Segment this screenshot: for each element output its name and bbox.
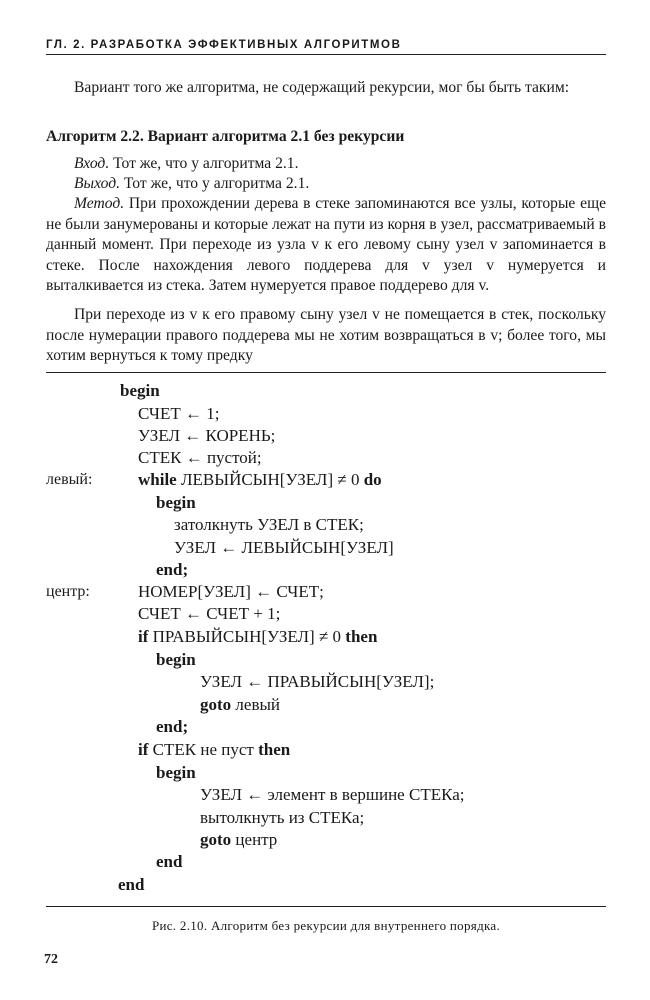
code-line: СЧЕТ ← 1; bbox=[138, 404, 220, 423]
method-label: Метод. bbox=[74, 195, 125, 212]
label-center: центр: bbox=[46, 583, 90, 600]
input-label: Вход. bbox=[74, 155, 110, 172]
input-line bbox=[46, 154, 606, 175]
input-text: Тот же, что у алгоритма 2.1. bbox=[113, 155, 299, 172]
output-line bbox=[46, 174, 606, 195]
figure-caption: Рис. 2.10. Алгоритм без рекурсии для внутреннего порядка. bbox=[151, 918, 501, 933]
code-line: goto центр bbox=[200, 830, 278, 849]
output-text: Тот же, что у алгоритма 2.1. bbox=[123, 175, 310, 192]
running-header: ГЛ. 2. РАЗРАБОТКА ЭФФЕКТИВНЫХ АЛГОРИТМОВ bbox=[46, 39, 606, 55]
code-line: end bbox=[156, 852, 183, 871]
second-paragraph: При переходе из v к его правому сыну узел v не помещается в стек, поскольку после нумерации правого поддерева мы не хотим возвращаться в v; более того, мы хотим вернуться к тому предку bbox=[46, 306, 606, 365]
method-paragraph bbox=[46, 194, 606, 297]
code-line: begin bbox=[156, 763, 196, 782]
code-line: НОМЕР[УЗЕЛ] ← СЧЕТ; bbox=[138, 582, 324, 601]
output-label: Выход. bbox=[74, 175, 120, 192]
algorithm-heading: Алгоритм 2.2. Вариант алгоритма 2.1 без рекурсии bbox=[46, 128, 405, 145]
intro-paragraph: Вариант того же алгоритма, не содержащий рекурсии, мог бы быть таким: bbox=[74, 79, 570, 96]
method-text: При прохождении дерева в стеке запоминаются все узлы, которые еще не были занумерованы и которые лежат на пути из корня в узел, рассматриваемый в данный момент. При переходе из узла v к его левому сыну узел v запоминается в стеке. После нахождения левого поддерева для v узел v нумеруется и выталкивается из стека. Затем нумеруется правое поддерево для v. bbox=[46, 195, 606, 295]
code-line: begin bbox=[156, 650, 196, 669]
code-line: УЗЕЛ ← ЛЕВЫЙСЫН[УЗЕЛ] bbox=[174, 538, 394, 557]
code-line: end; bbox=[156, 560, 189, 579]
code-line: затолкнуть УЗЕЛ в СТЕК; bbox=[174, 515, 364, 534]
code-line: begin bbox=[120, 381, 160, 400]
code-line: СТЕК ← пустой; bbox=[138, 448, 262, 467]
code-line: УЗЕЛ ← КОРЕНЬ; bbox=[138, 426, 276, 445]
figure-top-rule bbox=[46, 372, 606, 373]
code-line: вытолкнуть из СТЕКа; bbox=[200, 808, 365, 827]
code-line: СЧЕТ ← СЧЕТ + 1; bbox=[138, 604, 281, 623]
code-line: begin bbox=[156, 493, 196, 512]
code-line: if СТЕК не пуст then bbox=[138, 740, 291, 759]
code-line: goto левый bbox=[200, 695, 280, 714]
code-line: end bbox=[118, 875, 145, 894]
code-line: if ПРАВЫЙСЫН[УЗЕЛ] ≠ 0 then bbox=[138, 627, 378, 646]
code-line: УЗЕЛ ← элемент в вершине СТЕКа; bbox=[200, 785, 465, 804]
page-number: 72 bbox=[44, 952, 58, 967]
label-left: левый: bbox=[46, 471, 93, 488]
figure-bottom-rule bbox=[46, 906, 606, 907]
code-line: end; bbox=[156, 717, 189, 736]
code-line: while ЛЕВЫЙСЫН[УЗЕЛ] ≠ 0 do bbox=[138, 470, 382, 489]
code-line: УЗЕЛ ← ПРАВЫЙСЫН[УЗЕЛ]; bbox=[200, 672, 435, 691]
